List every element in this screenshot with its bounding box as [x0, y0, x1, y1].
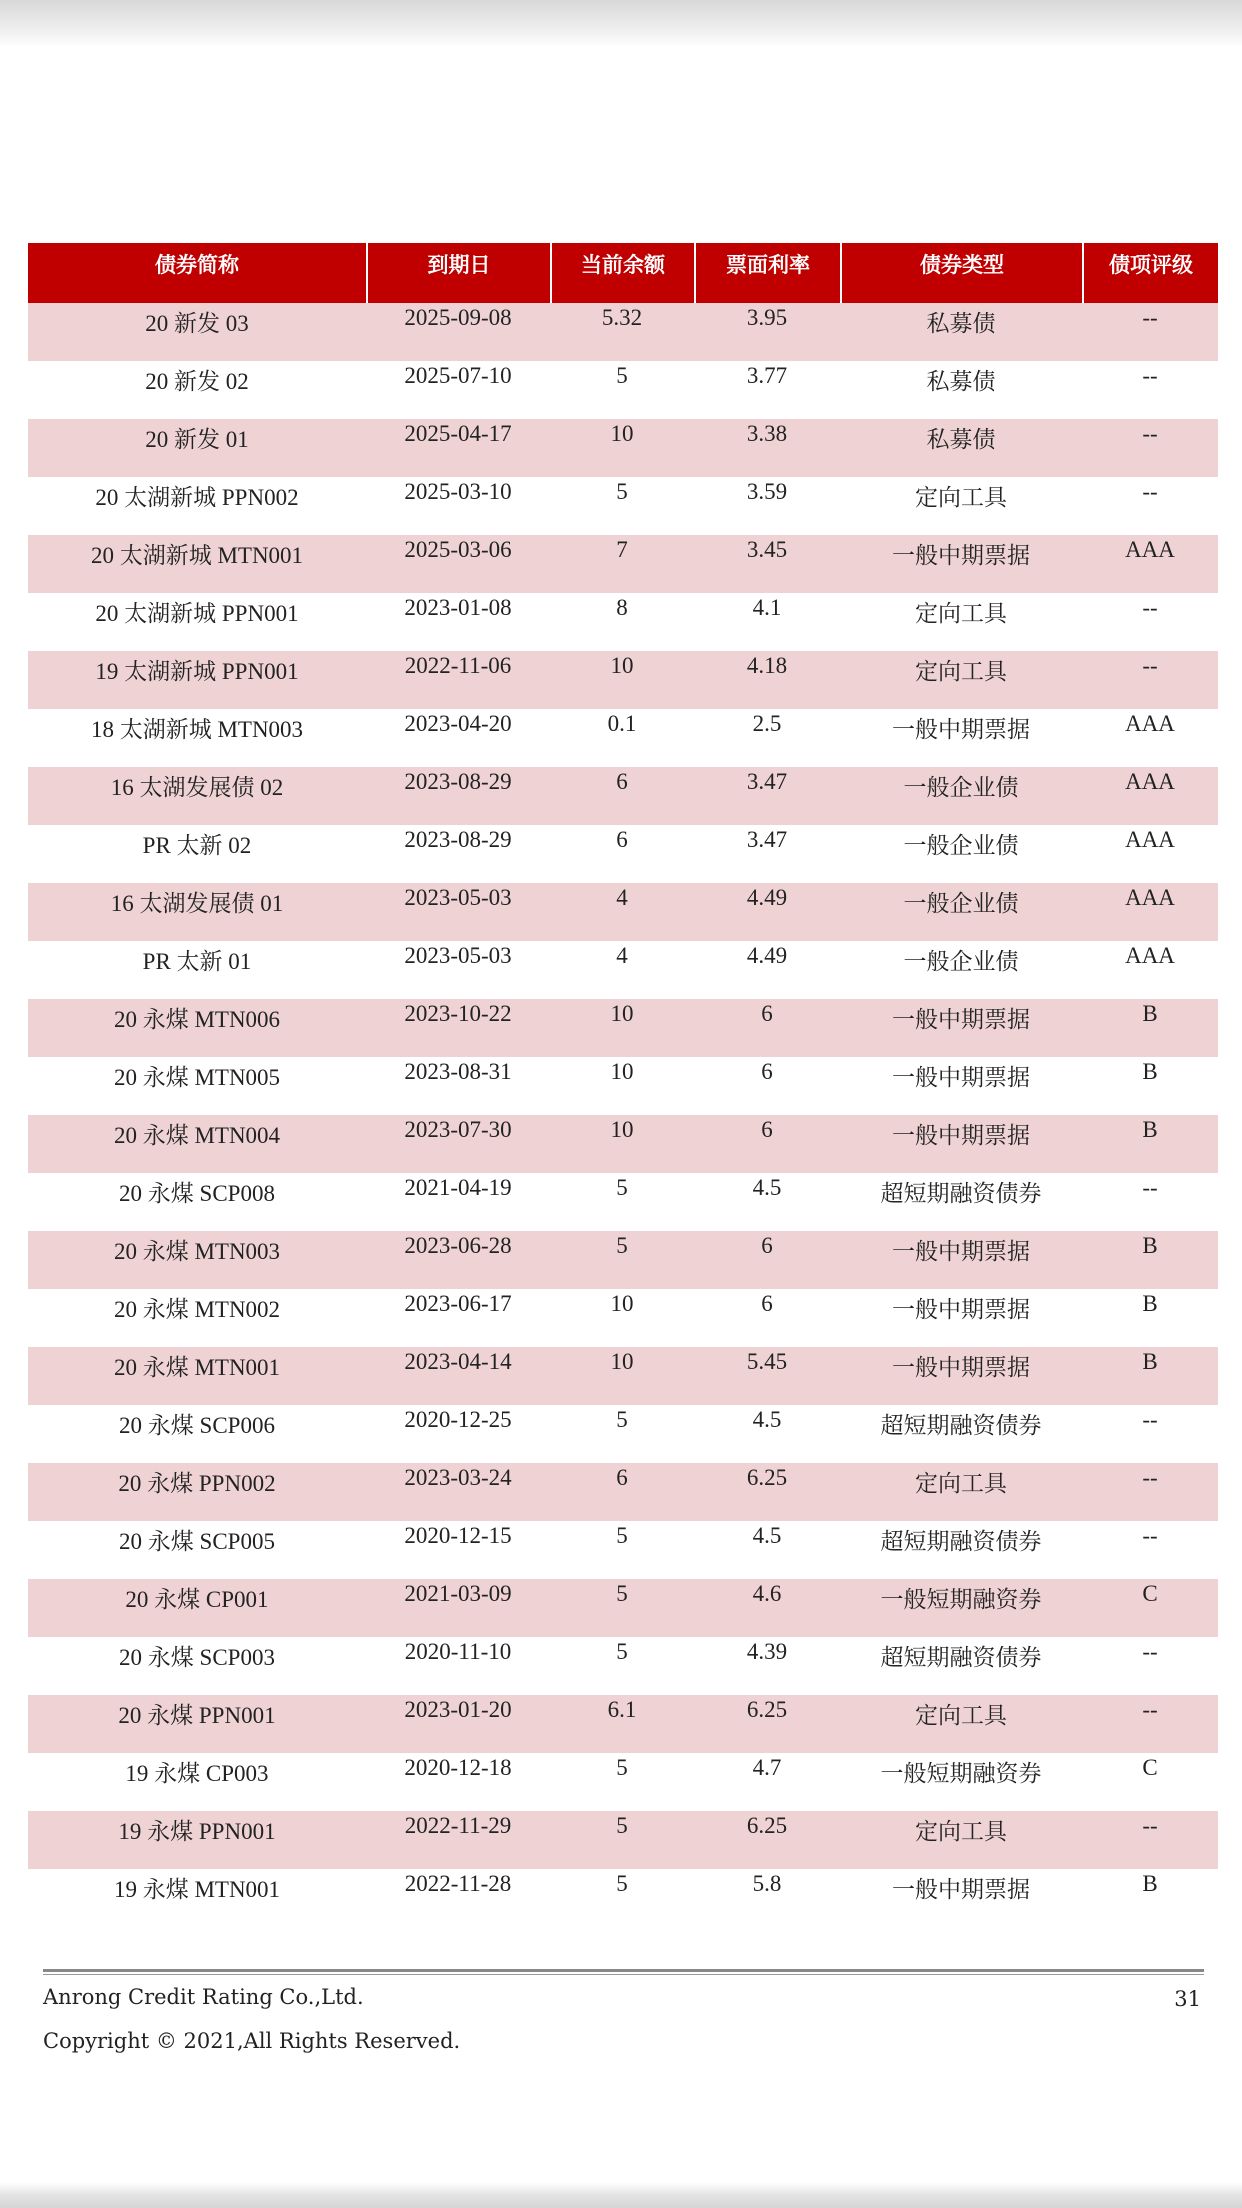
cell-maturity-date: 2022-11-06 [366, 651, 550, 709]
header-row [28, 243, 1218, 303]
cell-bond-rating: AAA [1082, 825, 1218, 883]
table-row [28, 825, 1218, 883]
table-row [28, 709, 1218, 767]
cell-maturity-date: 2023-07-30 [366, 1115, 550, 1173]
cell-bond-rating: C [1082, 1579, 1218, 1637]
page-number: 31 [1174, 1987, 1201, 2011]
cell-outstanding-balance: 8 [550, 593, 694, 651]
cell-bond-rating: -- [1082, 1405, 1218, 1463]
col-header-bond-rating: 债项评级 [1082, 243, 1218, 303]
cell-bond-rating: C [1082, 1753, 1218, 1811]
cell-bond-type: 一般企业债 [840, 941, 1082, 999]
cell-bond-type: 定向工具 [840, 1695, 1082, 1753]
cell-outstanding-balance: 5.32 [550, 303, 694, 361]
cell-maturity-date: 2021-03-09 [366, 1579, 550, 1637]
cell-outstanding-balance: 5 [550, 1231, 694, 1289]
table-row [28, 767, 1218, 825]
table-row [28, 999, 1218, 1057]
cell-maturity-date: 2023-05-03 [366, 883, 550, 941]
cell-bond-rating: B [1082, 1289, 1218, 1347]
cell-maturity-date: 2023-04-14 [366, 1347, 550, 1405]
cell-coupon-rate: 3.47 [694, 825, 840, 883]
cell-bond-rating: -- [1082, 1463, 1218, 1521]
cell-bond-type: 超短期融资债券 [840, 1637, 1082, 1695]
cell-coupon-rate: 4.49 [694, 883, 840, 941]
cell-bond-type: 定向工具 [840, 1811, 1082, 1869]
cell-bond-type: 一般企业债 [840, 883, 1082, 941]
viewer-bottom-bar [0, 2182, 1242, 2208]
cell-bond-type: 私募债 [840, 303, 1082, 361]
bond-table [28, 243, 1218, 1927]
cell-bond-type: 私募债 [840, 361, 1082, 419]
cell-outstanding-balance: 5 [550, 1521, 694, 1579]
cell-maturity-date: 2023-08-29 [366, 825, 550, 883]
cell-coupon-rate: 4.5 [694, 1405, 840, 1463]
cell-outstanding-balance: 5 [550, 1811, 694, 1869]
cell-bond-name: 20 永煤 SCP005 [28, 1521, 366, 1579]
cell-maturity-date: 2025-03-06 [366, 535, 550, 593]
table-row [28, 883, 1218, 941]
cell-bond-type: 超短期融资债券 [840, 1173, 1082, 1231]
cell-outstanding-balance: 5 [550, 477, 694, 535]
footer-divider [43, 1969, 1204, 1975]
cell-bond-name: 19 永煤 MTN001 [28, 1869, 366, 1927]
table-row [28, 1347, 1218, 1405]
cell-outstanding-balance: 10 [550, 1057, 694, 1115]
cell-bond-name: 18 太湖新城 MTN003 [28, 709, 366, 767]
cell-maturity-date: 2022-11-29 [366, 1811, 550, 1869]
cell-bond-name: 20 永煤 PPN001 [28, 1695, 366, 1753]
cell-maturity-date: 2023-01-08 [366, 593, 550, 651]
table-row [28, 593, 1218, 651]
cell-bond-name: 20 永煤 SCP006 [28, 1405, 366, 1463]
cell-coupon-rate: 4.5 [694, 1173, 840, 1231]
cell-bond-name: 20 永煤 MTN006 [28, 999, 366, 1057]
cell-bond-type: 一般中期票据 [840, 999, 1082, 1057]
cell-bond-name: 20 永煤 SCP003 [28, 1637, 366, 1695]
table-row [28, 1753, 1218, 1811]
cell-bond-rating: -- [1082, 419, 1218, 477]
table-row [28, 477, 1218, 535]
cell-outstanding-balance: 5 [550, 1173, 694, 1231]
cell-bond-name: 16 太湖发展债 01 [28, 883, 366, 941]
cell-bond-type: 一般中期票据 [840, 1347, 1082, 1405]
cell-bond-type: 一般中期票据 [840, 1057, 1082, 1115]
table-row [28, 303, 1218, 361]
cell-bond-rating: AAA [1082, 535, 1218, 593]
table-row [28, 1231, 1218, 1289]
cell-bond-name: 19 太湖新城 PPN001 [28, 651, 366, 709]
cell-outstanding-balance: 5 [550, 1753, 694, 1811]
cell-outstanding-balance: 10 [550, 1347, 694, 1405]
cell-coupon-rate: 3.77 [694, 361, 840, 419]
cell-bond-rating: -- [1082, 593, 1218, 651]
cell-bond-name: 20 新发 03 [28, 303, 366, 361]
table-row [28, 1637, 1218, 1695]
cell-bond-name: 20 新发 02 [28, 361, 366, 419]
cell-bond-rating: AAA [1082, 709, 1218, 767]
table-row [28, 1579, 1218, 1637]
table-row [28, 1869, 1218, 1927]
cell-bond-rating: AAA [1082, 767, 1218, 825]
cell-coupon-rate: 4.39 [694, 1637, 840, 1695]
cell-bond-type: 一般短期融资券 [840, 1753, 1082, 1811]
cell-maturity-date: 2020-12-25 [366, 1405, 550, 1463]
col-header-maturity-date: 到期日 [366, 243, 550, 303]
cell-bond-name: 20 永煤 MTN002 [28, 1289, 366, 1347]
cell-bond-name: PR 太新 01 [28, 941, 366, 999]
cell-bond-type: 超短期融资债券 [840, 1405, 1082, 1463]
cell-outstanding-balance: 10 [550, 999, 694, 1057]
cell-outstanding-balance: 5 [550, 1869, 694, 1927]
cell-coupon-rate: 6 [694, 1057, 840, 1115]
cell-maturity-date: 2023-05-03 [366, 941, 550, 999]
table-row [28, 1695, 1218, 1753]
cell-coupon-rate: 6 [694, 1289, 840, 1347]
cell-maturity-date: 2021-04-19 [366, 1173, 550, 1231]
cell-outstanding-balance: 5 [550, 1637, 694, 1695]
cell-bond-rating: B [1082, 1115, 1218, 1173]
cell-bond-name: 20 太湖新城 PPN002 [28, 477, 366, 535]
cell-outstanding-balance: 0.1 [550, 709, 694, 767]
cell-maturity-date: 2023-08-29 [366, 767, 550, 825]
cell-bond-type: 一般中期票据 [840, 709, 1082, 767]
cell-coupon-rate: 4.6 [694, 1579, 840, 1637]
cell-outstanding-balance: 5 [550, 1405, 694, 1463]
cell-coupon-rate: 6.25 [694, 1695, 840, 1753]
cell-bond-type: 一般中期票据 [840, 1115, 1082, 1173]
cell-outstanding-balance: 4 [550, 883, 694, 941]
table-header [28, 243, 1218, 303]
cell-bond-rating: -- [1082, 361, 1218, 419]
cell-maturity-date: 2025-09-08 [366, 303, 550, 361]
table-body [28, 303, 1218, 1927]
cell-bond-name: PR 太新 02 [28, 825, 366, 883]
cell-outstanding-balance: 4 [550, 941, 694, 999]
cell-maturity-date: 2022-11-28 [366, 1869, 550, 1927]
cell-bond-rating: -- [1082, 303, 1218, 361]
table-row [28, 419, 1218, 477]
cell-bond-rating: -- [1082, 477, 1218, 535]
cell-bond-name: 20 永煤 MTN005 [28, 1057, 366, 1115]
cell-maturity-date: 2025-03-10 [366, 477, 550, 535]
cell-maturity-date: 2023-04-20 [366, 709, 550, 767]
cell-maturity-date: 2020-12-15 [366, 1521, 550, 1579]
cell-bond-rating: B [1082, 1057, 1218, 1115]
cell-bond-type: 定向工具 [840, 593, 1082, 651]
cell-maturity-date: 2023-10-22 [366, 999, 550, 1057]
cell-coupon-rate: 4.1 [694, 593, 840, 651]
cell-bond-rating: B [1082, 1869, 1218, 1927]
cell-coupon-rate: 2.5 [694, 709, 840, 767]
cell-coupon-rate: 6 [694, 1231, 840, 1289]
cell-outstanding-balance: 6 [550, 825, 694, 883]
cell-maturity-date: 2025-04-17 [366, 419, 550, 477]
cell-coupon-rate: 6.25 [694, 1811, 840, 1869]
cell-outstanding-balance: 5 [550, 1579, 694, 1637]
cell-outstanding-balance: 6 [550, 1463, 694, 1521]
cell-maturity-date: 2025-07-10 [366, 361, 550, 419]
cell-bond-type: 一般企业债 [840, 767, 1082, 825]
cell-bond-rating: B [1082, 1231, 1218, 1289]
cell-maturity-date: 2023-06-28 [366, 1231, 550, 1289]
cell-bond-name: 19 永煤 PPN001 [28, 1811, 366, 1869]
cell-outstanding-balance: 6 [550, 767, 694, 825]
table-row [28, 1811, 1218, 1869]
cell-coupon-rate: 6.25 [694, 1463, 840, 1521]
cell-coupon-rate: 6 [694, 1115, 840, 1173]
cell-bond-name: 20 永煤 PPN002 [28, 1463, 366, 1521]
cell-bond-type: 定向工具 [840, 477, 1082, 535]
cell-bond-rating: -- [1082, 1811, 1218, 1869]
table-row [28, 1057, 1218, 1115]
table-row [28, 361, 1218, 419]
cell-maturity-date: 2023-08-31 [366, 1057, 550, 1115]
cell-coupon-rate: 3.38 [694, 419, 840, 477]
cell-coupon-rate: 5.45 [694, 1347, 840, 1405]
cell-outstanding-balance: 10 [550, 1115, 694, 1173]
cell-coupon-rate: 3.47 [694, 767, 840, 825]
cell-bond-rating: -- [1082, 651, 1218, 709]
cell-bond-rating: -- [1082, 1695, 1218, 1753]
cell-bond-name: 20 太湖新城 MTN001 [28, 535, 366, 593]
cell-outstanding-balance: 6.1 [550, 1695, 694, 1753]
table-row [28, 535, 1218, 593]
cell-bond-rating: AAA [1082, 941, 1218, 999]
cell-maturity-date: 2023-06-17 [366, 1289, 550, 1347]
cell-coupon-rate: 3.59 [694, 477, 840, 535]
cell-bond-type: 超短期融资债券 [840, 1521, 1082, 1579]
cell-maturity-date: 2020-12-18 [366, 1753, 550, 1811]
cell-maturity-date: 2023-03-24 [366, 1463, 550, 1521]
cell-outstanding-balance: 5 [550, 361, 694, 419]
cell-outstanding-balance: 7 [550, 535, 694, 593]
table-row [28, 1173, 1218, 1231]
table-row [28, 941, 1218, 999]
cell-bond-type: 一般短期融资券 [840, 1579, 1082, 1637]
cell-coupon-rate: 4.49 [694, 941, 840, 999]
cell-bond-type: 一般企业债 [840, 825, 1082, 883]
cell-coupon-rate: 3.45 [694, 535, 840, 593]
cell-bond-type: 定向工具 [840, 1463, 1082, 1521]
cell-bond-type: 一般中期票据 [840, 1231, 1082, 1289]
cell-bond-type: 定向工具 [840, 651, 1082, 709]
cell-maturity-date: 2023-01-20 [366, 1695, 550, 1753]
bond-table-container [28, 243, 1218, 1927]
cell-coupon-rate: 6 [694, 999, 840, 1057]
cell-bond-rating: B [1082, 999, 1218, 1057]
table-row [28, 1289, 1218, 1347]
cell-bond-name: 20 永煤 MTN001 [28, 1347, 366, 1405]
col-header-outstanding-balance: 当前余额 [550, 243, 694, 303]
viewer-top-bar [0, 0, 1242, 48]
cell-bond-type: 一般中期票据 [840, 535, 1082, 593]
cell-outstanding-balance: 10 [550, 419, 694, 477]
cell-outstanding-balance: 10 [550, 1289, 694, 1347]
cell-coupon-rate: 4.18 [694, 651, 840, 709]
cell-coupon-rate: 3.95 [694, 303, 840, 361]
col-header-coupon-rate: 票面利率 [694, 243, 840, 303]
footer-company-name: Anrong Credit Rating Co.,Ltd. [43, 1985, 364, 2009]
cell-bond-type: 一般中期票据 [840, 1869, 1082, 1927]
cell-bond-name: 20 永煤 MTN003 [28, 1231, 366, 1289]
table-row [28, 1463, 1218, 1521]
table-row [28, 1405, 1218, 1463]
cell-bond-rating: AAA [1082, 883, 1218, 941]
table-row [28, 651, 1218, 709]
cell-bond-type: 一般中期票据 [840, 1289, 1082, 1347]
cell-bond-name: 20 永煤 CP001 [28, 1579, 366, 1637]
cell-bond-rating: -- [1082, 1637, 1218, 1695]
cell-coupon-rate: 4.7 [694, 1753, 840, 1811]
cell-bond-name: 20 永煤 SCP008 [28, 1173, 366, 1231]
cell-bond-name: 16 太湖发展债 02 [28, 767, 366, 825]
cell-bond-name: 20 太湖新城 PPN001 [28, 593, 366, 651]
col-header-bond-name: 债券简称 [28, 243, 366, 303]
cell-bond-name: 19 永煤 CP003 [28, 1753, 366, 1811]
table-row [28, 1115, 1218, 1173]
cell-coupon-rate: 5.8 [694, 1869, 840, 1927]
table-row [28, 1521, 1218, 1579]
cell-bond-rating: -- [1082, 1521, 1218, 1579]
cell-outstanding-balance: 10 [550, 651, 694, 709]
cell-coupon-rate: 4.5 [694, 1521, 840, 1579]
cell-bond-rating: -- [1082, 1173, 1218, 1231]
cell-bond-type: 私募债 [840, 419, 1082, 477]
footer-copyright: Copyright © 2021,All Rights Reserved. [43, 2029, 461, 2053]
cell-bond-rating: B [1082, 1347, 1218, 1405]
col-header-bond-type: 债券类型 [840, 243, 1082, 303]
cell-bond-name: 20 永煤 MTN004 [28, 1115, 366, 1173]
cell-maturity-date: 2020-11-10 [366, 1637, 550, 1695]
cell-bond-name: 20 新发 01 [28, 419, 366, 477]
